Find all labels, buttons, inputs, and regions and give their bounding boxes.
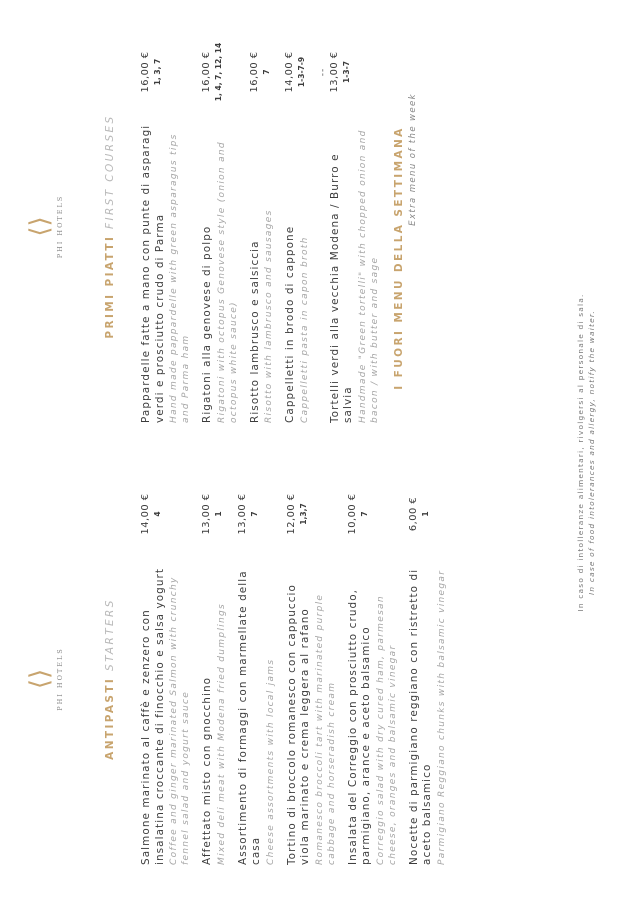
antipasti-title-en: STARTERS xyxy=(104,598,116,671)
primi-list xyxy=(140,23,418,423)
dish-allergens: 1 xyxy=(420,511,430,517)
menu-item xyxy=(237,465,277,865)
dish-price: 16,00 € xyxy=(248,51,260,93)
menu-item xyxy=(140,23,192,423)
dish-description: Risotto with lambrusco and sausages xyxy=(264,209,274,423)
dish-description: Coffee and ginger marinated Salmon with crunchy fennel salad and yogurt sauce xyxy=(169,576,191,865)
dish-name: Assortimento di formaggi con marmellate della casa xyxy=(236,570,262,865)
dish-allergens: 7 xyxy=(249,511,259,517)
dish-name: Insalata del Correggio con prosciutto crudo, parmigiano, arance e aceto balsamico xyxy=(346,588,372,865)
antipasti-title-it: ANTIPASTI xyxy=(104,676,116,760)
dish-allergens: 1, 3, 7 xyxy=(153,58,162,86)
dish-description: Mixed deli meat with Modena fried dumplings xyxy=(216,603,227,865)
dish-description: Rigatoni with octopus Genovese style (onion and octopus white sauce) xyxy=(216,141,239,423)
dish-name: Affettato misto con gnocchino xyxy=(201,676,213,865)
menu-item xyxy=(408,465,448,865)
dish-description: Correggio salad with dry cured ham, parmesan cheese, oranges and balsamic vinegar xyxy=(375,595,398,865)
dish-description: Romanesco broccoli tart with marinated purple cabbage and horseradish cream xyxy=(314,593,337,865)
allergy-notice-it: In caso di intolleranze alimentari, rivolgersi al personale di sala. xyxy=(576,293,585,612)
dish-description: Handmade "Green tortelli" with chopped onion and bacon / with butter and sage xyxy=(357,129,380,423)
dish-allergens: 1-3-7 xyxy=(341,61,351,83)
dish-description: Parmigiano Reggiano chunks with balsamic vinegar xyxy=(436,569,447,865)
menu-item xyxy=(317,23,381,423)
dish-prefix: -- xyxy=(317,67,328,77)
dish-price: 14,00 € xyxy=(140,493,151,535)
antipasti-list xyxy=(140,465,457,865)
dish-name: Tortino di broccolo romanesco con cappuccio viola marinato e crema leggera al rafano xyxy=(285,584,311,865)
logo xyxy=(26,453,64,905)
dish-allergens: 1,3,7 xyxy=(298,503,308,525)
brand-name: PHI HOTELS xyxy=(56,647,64,711)
dish-price: 16,00 € xyxy=(201,51,212,93)
dish-allergens: 7 xyxy=(359,511,369,517)
phi-logo-icon: ⟨⟩ xyxy=(25,216,55,237)
dish-description: Cappelletti pasta in capon broth xyxy=(299,236,310,423)
menu-item xyxy=(201,23,240,423)
dish-name: Risotto lambrusco e salsiccia xyxy=(248,240,261,423)
dish-name: Rigatoni alla genovese di polpo xyxy=(201,225,213,423)
dish-name: Tortelli verdi alla vecchia Modena / Burro e salvia xyxy=(328,153,354,423)
dish-price: 6,00 € xyxy=(407,496,419,532)
dish-price: 10,00 € xyxy=(346,493,358,535)
primi-heading xyxy=(104,0,116,453)
primi-title-it: PRIMI PIATTI xyxy=(104,234,116,339)
dish-price: 14,00 € xyxy=(284,51,295,93)
menu-item xyxy=(201,465,228,865)
dish-price: 12,00 € xyxy=(285,493,297,535)
allergy-notice-en: In case of food intolerances and allergy, notify the waiter. xyxy=(587,310,596,595)
menu-item xyxy=(347,465,399,865)
menu-item xyxy=(249,23,276,423)
dish-description: Cheese assortments with local jams xyxy=(265,658,276,865)
menu-item xyxy=(286,465,338,865)
dish-name: Cappelletti in brodo di cappone xyxy=(284,225,296,423)
dish-price: 13,00 € xyxy=(201,493,212,535)
menu-item xyxy=(140,465,192,865)
brand-name: PHI HOTELS xyxy=(56,194,64,259)
dish-name: Salmone marinato al caffè e zenzero con insalatina croccante di finocchio e salsa yogurt xyxy=(140,567,166,865)
logo xyxy=(26,0,64,453)
dish-name: Pappardelle fatte a mano con punte di asparagi verdi e prosciutto crudo di Parma xyxy=(140,124,166,423)
phi-logo-icon: ⟨⟩ xyxy=(25,668,55,690)
dish-allergens: 1, 4, 7, 12, 14 xyxy=(214,42,223,102)
primi-title-en: FIRST COURSES xyxy=(104,114,116,229)
dish-name: Nocette di parmigiano reggiano con ristretto di aceto balsamico xyxy=(407,568,433,865)
dish-allergens: 1 xyxy=(214,511,223,517)
dish-allergens: 4 xyxy=(153,511,162,517)
dish-allergens: 1-3-7-9 xyxy=(297,56,306,88)
dish-allergens: 7 xyxy=(261,69,271,75)
dish-price: 13,00 € xyxy=(328,51,340,93)
menu-item xyxy=(284,23,311,423)
special-menu-subtitle: Extra menu of the week xyxy=(407,93,418,226)
dish-price: 16,00 € xyxy=(140,51,151,93)
special-menu-title: I FUORI MENU DELLA SETTIMANA xyxy=(392,126,405,390)
antipasti-heading xyxy=(104,453,116,905)
dish-description: Hand made pappardelle with green asparagus tips and Parma ham xyxy=(169,133,191,423)
dish-price: 13,00 € xyxy=(236,493,248,535)
